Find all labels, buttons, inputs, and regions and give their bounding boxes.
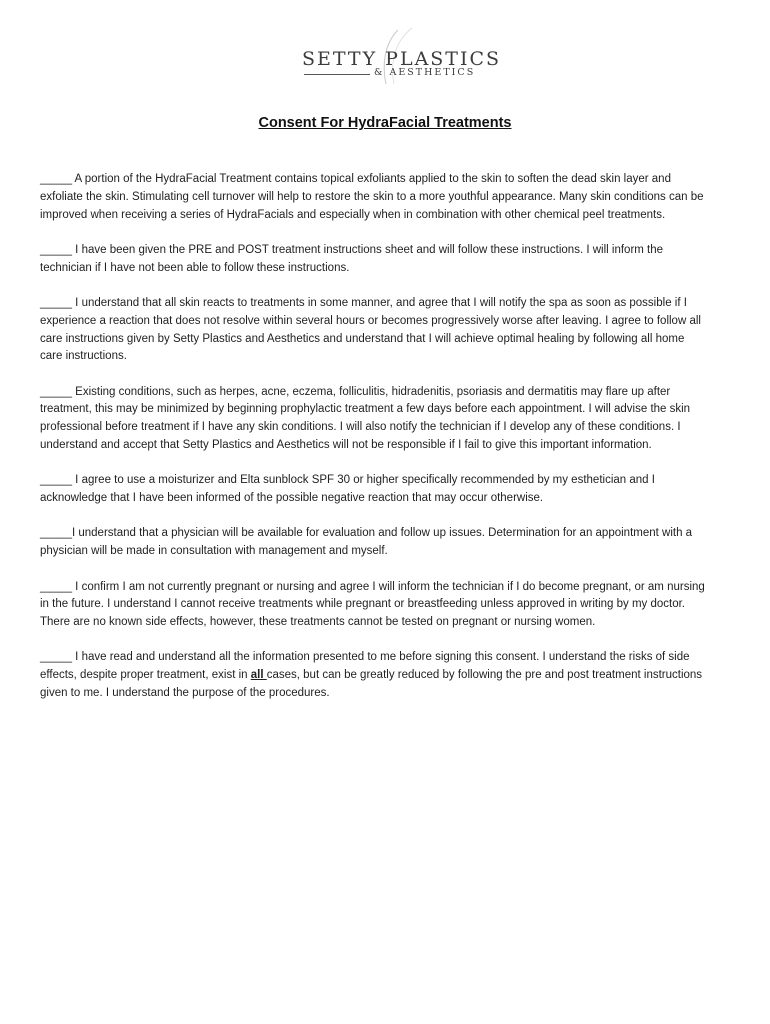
clause-sunblock: _____ I agree to use a moisturizer and Elta sunblock SPF 30 or higher specifically recommended by my esthetician and I acknowledge that I have been informed of the possible negative reaction that may occur otherwise. [40, 474, 655, 505]
logo-subtitle: & AESTHETICS [374, 67, 476, 78]
clause-pregnancy: _____ I confirm I am not currently pregnant or nursing and agree I will inform the technician if I do become pregnant, or am nursing in the future. I understand I cannot receive treatments while pregnant or breastfeeding unless approved in writing by my doctor. There are no known side effects, however, these treatments cannot be tested on pregnant or nursing women. [40, 580, 705, 629]
logo-rule [304, 74, 370, 75]
final-clause-before: _____ I have read and understand all the information presented to me before signing this consent. I understand the risks of side effects, despite proper treatment, exist in [40, 651, 690, 682]
clause-physician: _____I understand that a physician will be available for evaluation and follow up issues. Determination for an appointment with a physician will be made in consultation with management and myself. [40, 527, 693, 558]
logo-wordmark: SETTY PLASTICS [302, 48, 502, 70]
document-title: Consent For HydraFacial Treatments [258, 115, 512, 131]
consent-clauses [40, 171, 708, 720]
clause-final-acknowledgement [40, 649, 708, 702]
clause-skin-reaction: _____ I understand that all skin reacts to treatments in some manner, and agree that I will notify the spa as soon as possible if I experience a reaction that does not resolve within several hours or becomes progressively worse after leaving. I agree to follow all care instructions given by Setty Plastics and Aesthetics and understand that I will achieve optimal healing by following all home care instructions. [40, 296, 701, 363]
final-clause-emphasis: all [250, 669, 267, 682]
clause-instructions-sheet: _____ I have been given the PRE and POST treatment instructions sheet and will follow these instructions. I will inform the technician if I have not been able to follow these instructions. [40, 243, 664, 274]
clause-exfoliants: _____ A portion of the HydraFacial Treatment contains topical exfoliants applied to the skin to soften the dead skin layer and exfoliate the skin. Stimulating cell turnover will help to restore the skin to a more youthful appearance. Many skin conditions can be improved when receiving a series of HydraFacials and especially when in combination with other chemical peel treatments. [40, 173, 704, 221]
clinic-logo [290, 26, 502, 86]
final-clause-after: cases, but can be greatly reduced by following the pre and post treatment instructions given to me. I understand the purpose of the procedures. [40, 669, 703, 700]
clause-existing-conditions: _____ Existing conditions, such as herpes, acne, eczema, folliculitis, hidradenitis, psoriasis and dermatitis may flare up after treatment, this may be minimized by beginning prophylactic treatment a few days before each appointment. I will advise the skin professional before treatment if I have any skin conditions. I will also notify the technician if I develop any of these conditions. I understand and accept that Setty Plastics and Aesthetics will not be responsible if I fail to give this important information. [40, 385, 691, 452]
